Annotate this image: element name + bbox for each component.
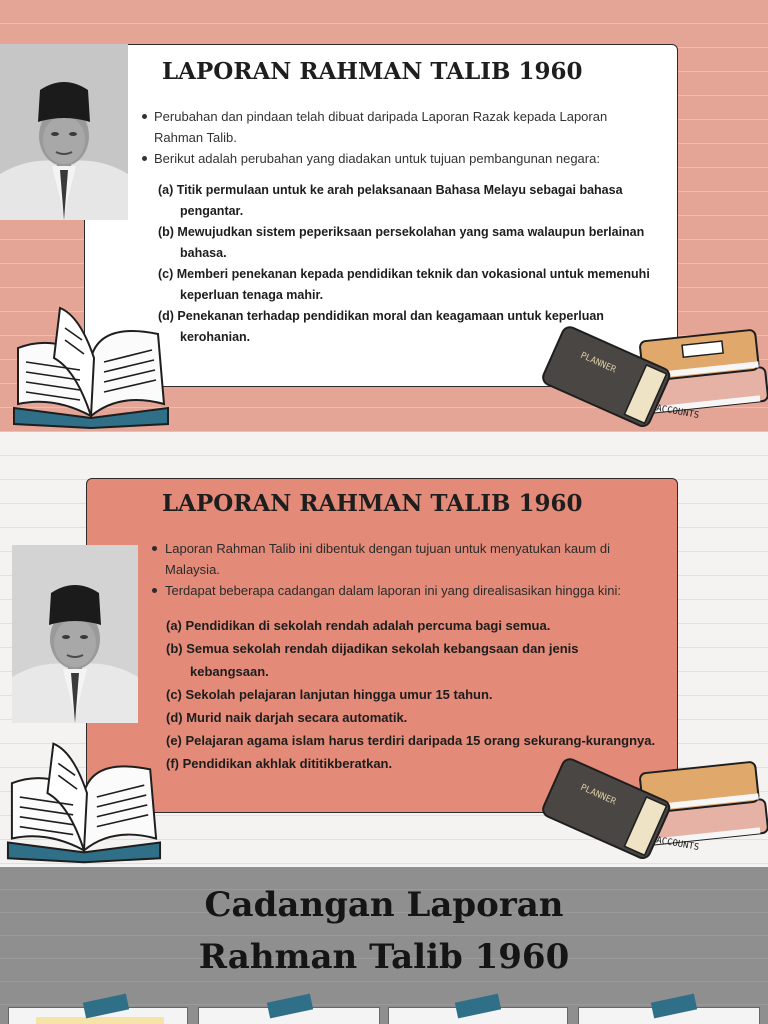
portrait-photo [12,545,138,723]
bullet-item: Terdapat beberapa cadangan dalam laporan ini yang direalisasikan hingga kini: [150,580,650,601]
change-item-a: (a) Titik permulaan untuk ke arah pelaksanaan Bahasa Melayu sebagai bahasa pengantar. [158,183,623,218]
planner-label: PLANNER [578,782,618,808]
title-line-2: Rahman Talib 1960 [198,937,570,977]
proposal-item-d: (d) Murid naik darjah secara automatik. [166,710,408,725]
title-line-1: Cadangan Laporan [204,885,564,925]
proposal-item-b: (b) Semua sekolah rendah dijadikan sekolah kebangsaan dan jenis kebangsaan. [166,641,579,679]
portrait-photo [0,44,128,220]
proposal-item-f: (f) Pendidikan akhlak dititikberatkan. [166,756,393,771]
change-item-b: (b) Mewujudkan sistem peperiksaan persekolahan yang sama walaupun berlainan bahasa. [158,225,645,260]
bullet-list [150,538,650,601]
proposal-list [166,614,656,775]
planner-label: PLANNER [578,350,618,376]
slide-3 [0,867,768,1024]
planner-books-icon [526,754,768,866]
bullet-list [140,106,640,169]
accounts-label: ACCOUNTS [655,403,700,421]
proposal-item-c: (c) Sekolah pelajaran lanjutan hingga umur 15 tahun. [166,687,493,702]
slide-1 [0,0,768,432]
bullet-item: Laporan Rahman Talib ini dibentuk dengan tujuan untuk menyatukan kaum di Malaysia. [150,538,650,580]
proposal-item-e: (e) Pelajaran agama islam harus terdiri daripada 15 orang sekurang-kurangnya. [166,733,656,748]
accounts-label: ACCOUNTS [655,835,700,853]
planner-books-icon [526,322,768,432]
change-item-d: (d) Penekanan terhadap pendidikan moral dan keagamaan untuk keperluan kerohanian. [158,309,604,344]
slide-2 [0,432,768,867]
highlight-strip [36,1017,164,1024]
open-book-icon [10,300,172,430]
open-book-icon [4,734,164,866]
bullet-item: Berikut adalah perubahan yang diadakan untuk tujuan pembangunan negara: [140,148,640,169]
change-item-c: (c) Memberi penekanan kepada pendidikan teknik dan vokasional untuk memenuhi keperluan tenaga mahir. [158,267,650,302]
slide-title: LAPORAN RAHMAN TALIB 1960 [162,490,583,517]
bullet-item: Perubahan dan pindaan telah dibuat daripada Laporan Razak kepada Laporan Rahman Talib. [140,106,640,148]
proposal-item-a: (a) Pendidikan di sekolah rendah adalah percuma bagi semua. [166,618,551,633]
slide-title [0,879,768,983]
slide-title: LAPORAN RAHMAN TALIB 1960 [162,58,583,85]
